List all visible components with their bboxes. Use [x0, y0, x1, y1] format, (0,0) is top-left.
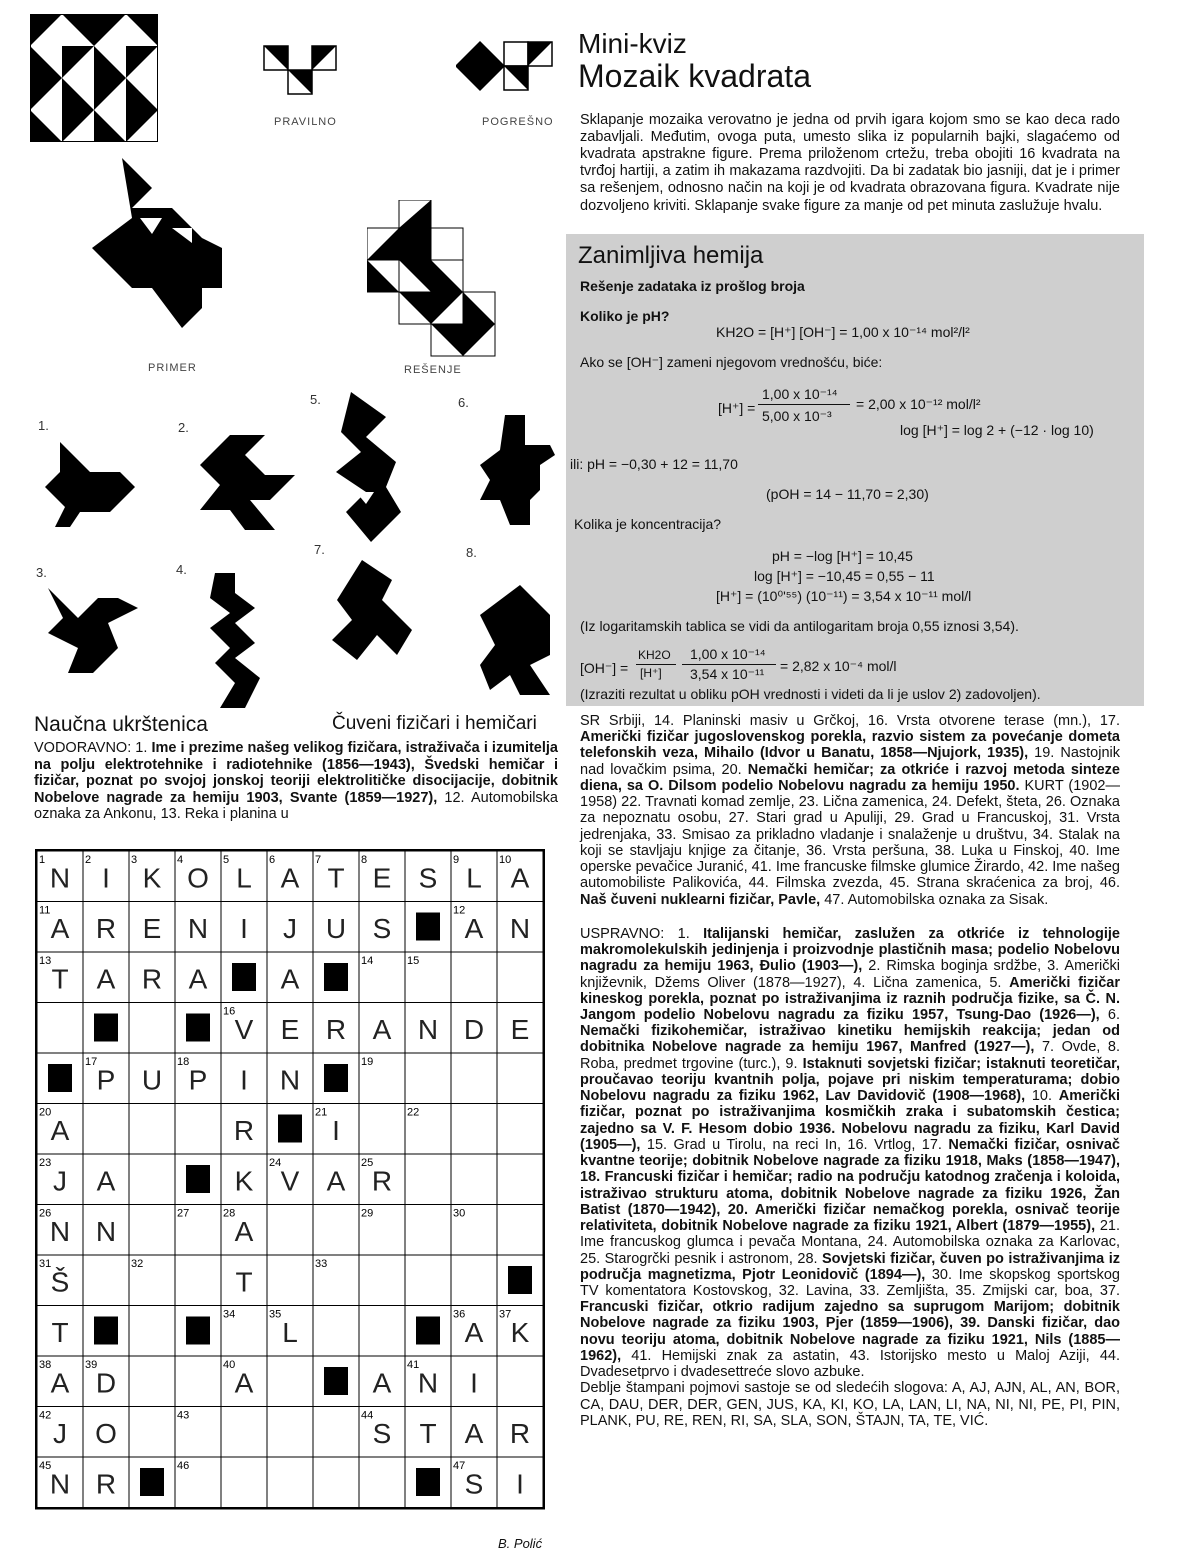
- grid-cell[interactable]: [175, 1255, 221, 1306]
- puzzle-figure-7: [322, 555, 422, 665]
- grid-cell[interactable]: [405, 1154, 451, 1205]
- down-clues: [580, 926, 1120, 1429]
- chemistry-eq9-lhs: [OH⁻] =: [580, 660, 629, 676]
- grid-letter: N: [509, 912, 531, 944]
- clue-bold: Nemački hemičar; za otkriće i razvoj metoda sinteze diena, sa O. Dilsom podelio Nobelovu nagradu za hemiju 1950.: [580, 761, 1120, 794]
- grid-clue-number: 27: [177, 1207, 190, 1220]
- solution-figure: [367, 200, 497, 360]
- chemistry-eq2-lhs: [H⁺] =: [718, 400, 756, 416]
- mozaik-instructions: Sklapanje mozaika verovatno je jedna od prvih igara kojom smo se kao deca rado zabavljali. Međutim, ovoga puta, umesto slika iz popularnih bajki, slagaćemo od kvadrata apstrakne figure. Prema priloženom crtežu, treba obojiti 16 kvadrata na tvrđoj hartiji, a zatim ih makazama razdvojiti. Da bi zadatak bio jasniji, dat je i primer sa rešenjem, odnosno način na koji je od kvadrata obrazovana figura. Kvadrate nije dozvoljeno kriviti. Sklapanje svake figure za manje od pet minuta zaslužuje hvalu.: [580, 112, 1120, 214]
- grid-clue-number: 33: [315, 1258, 328, 1270]
- grid-cell[interactable]: [451, 1154, 497, 1205]
- grid-letter: T: [51, 963, 69, 995]
- grid-clue-number: 41: [407, 1359, 420, 1371]
- grid-clue-number: 22: [407, 1106, 420, 1119]
- chemistry-eq1: KH2O = [H⁺] [OH⁻] = 1,00 x 10⁻¹⁴ mol²/l²: [716, 324, 970, 340]
- grid-letter: T: [419, 1417, 437, 1449]
- clue-text: 6.: [1099, 1006, 1120, 1023]
- grid-cell[interactable]: [359, 1457, 405, 1508]
- clue-text: 30. Ime skopskog sportskog TV komentatora Kostovskog, 32. Lavina, 33. Zemljišta, 35. Zmijski car, boa, 37.: [580, 1266, 1120, 1299]
- grid-cell[interactable]: [451, 1104, 497, 1155]
- grid-letter: O: [187, 862, 209, 894]
- grid-letter: A: [464, 912, 484, 944]
- grid-clue-number: 18: [177, 1056, 190, 1068]
- grid-letter: N: [49, 1468, 71, 1500]
- mosaic-sample-squares: [30, 14, 158, 142]
- example-figure: [92, 158, 242, 348]
- chemistry-note2: (Izraziti rezultat u obliku pOH vrednosti i videti da li je uslov 2) zadovoljen).: [580, 686, 1041, 702]
- puzzle-figure-5: [326, 392, 416, 542]
- grid-clue-number: 37: [499, 1308, 512, 1321]
- grid-cell[interactable]: [129, 1356, 175, 1407]
- chemistry-line2: Ako se [OH⁻] zameni njegovom vrednošću, biće:: [580, 354, 883, 370]
- grid-clue-number: 40: [223, 1359, 236, 1371]
- grid-letter: S: [464, 1468, 484, 1500]
- grid-clue-number: 26: [39, 1207, 52, 1220]
- black-square: [186, 1165, 210, 1193]
- grid-letter: T: [327, 862, 345, 894]
- puzzle-figure-1: [40, 432, 140, 532]
- grid-cell[interactable]: [451, 1053, 497, 1104]
- syllables-note: Deblje štampani pojmovi sastoje se od sledećih slogova: A, AJ, AJN, AL, AN, BOR, CA, DAU, DER, DER, GEN, JUS, KA, KI, KO, LA, LAN, LI, NA, NI, NI, PE, PI, PIN, PLANK, PU, RE, REN, RI, SA, SLA, SON, ŠTAJN, TA, TE, VIĆ.: [580, 1380, 1120, 1429]
- figure-number-6: 6.: [458, 395, 469, 410]
- grid-clue-number: 10: [499, 854, 512, 866]
- clue-text: KURT (1902—1958) 22. Travnati komad zemlje, 23. Lična zamenica, 24. Defekt, šteta, 26. Oznaka za nepoznatu osobu, 27. Stari grad u Apuliji, 29. Grad u Francuskoj, 31. Vrsta jedrenjaka, 33. Smisao za prikladno vladanje i snalaženje u društvu, 34. Stalak na koji se stavljaju knjige za čitanje, 36. Vrsta peršuna, 38. Luka u Finskoj, 40. Ime operske pevačice Juranić, 41. Ime francuske filmske glumice Žirardo, 42. Ime našeg automobiliste Palikovića, 44. Filmska zvezda, 45. Strana skraćenica za broj, 46.: [580, 777, 1120, 892]
- grid-clue-number: 44: [361, 1409, 374, 1422]
- grid-cell[interactable]: [313, 1457, 359, 1508]
- grid-letter: D: [95, 1367, 117, 1399]
- grid-cell[interactable]: [359, 1255, 405, 1306]
- grid-clue-number: 45: [39, 1460, 52, 1472]
- grid-clue-number: 47: [453, 1460, 466, 1472]
- grid-letter: J: [53, 1417, 67, 1449]
- chemistry-eq5: (pOH = 14 − 11,70 = 2,30): [766, 486, 929, 502]
- mosaic-correct-example: [262, 44, 342, 108]
- chemistry-eq6: pH = −log [H⁺] = 10,45: [772, 548, 913, 564]
- grid-clue-number: 3: [131, 854, 138, 866]
- grid-clue-number: 17: [85, 1056, 98, 1068]
- grid-letter: N: [49, 862, 71, 894]
- black-square: [278, 1115, 302, 1143]
- grid-cell[interactable]: [359, 1306, 405, 1357]
- solution-label: REŠENJE: [404, 364, 462, 376]
- chemistry-eq9-f1-num: KH2O: [638, 648, 671, 662]
- grid-letter: R: [371, 1165, 393, 1197]
- grid-letter: V: [234, 1013, 254, 1045]
- clue-text: SR Srbiji, 14. Planinski masiv u Grčkoj, 16. Vrsta otvorene terase (mn.), 17.: [580, 713, 1120, 729]
- puzzle-figure-2: [190, 430, 300, 540]
- grid-clue-number: 42: [39, 1409, 52, 1422]
- black-square: [94, 1014, 118, 1042]
- grid-letter: S: [418, 862, 438, 894]
- clue-text: 10.: [1025, 1088, 1059, 1105]
- chemistry-eq9-rhs: = 2,82 x 10⁻⁴ mol/l: [780, 658, 897, 674]
- grid-letter: R: [141, 963, 163, 995]
- chemistry-title: Zanimljiva hemija: [578, 242, 764, 269]
- grid-clue-number: 16: [223, 1005, 236, 1018]
- grid-clue-number: 5: [223, 854, 230, 866]
- grid-letter: K: [142, 862, 162, 894]
- grid-cell[interactable]: [497, 1053, 543, 1104]
- crossword-author: B. Polić: [498, 1536, 543, 1551]
- grid-cell[interactable]: [497, 952, 543, 1003]
- grid-letter: K: [510, 1316, 530, 1348]
- grid-clue-number: 24: [269, 1157, 282, 1169]
- grid-cell[interactable]: [267, 1255, 313, 1306]
- grid-letter: J: [53, 1165, 67, 1197]
- grid-letter: L: [282, 1316, 298, 1348]
- crossword-clues-right: [580, 713, 1120, 1447]
- grid-letter: A: [280, 963, 300, 995]
- grid-clue-number: 13: [39, 955, 52, 967]
- mosaic-wrong-example: [456, 36, 556, 106]
- grid-clue-number: 19: [361, 1056, 374, 1068]
- grid-cell[interactable]: [175, 1356, 221, 1407]
- grid-letter: N: [417, 1367, 439, 1399]
- black-square: [416, 1317, 440, 1345]
- puzzle-figure-3: [38, 578, 148, 688]
- grid-cell[interactable]: [267, 1205, 313, 1256]
- chemistry-question-1: Koliko je pH?: [580, 308, 670, 324]
- grid-clue-number: 9: [453, 854, 460, 866]
- grid-letter: A: [188, 963, 208, 995]
- grid-cell[interactable]: [497, 1356, 543, 1407]
- chemistry-eq7: log [H⁺] = −10,45 = 0,55 − 11: [754, 568, 935, 584]
- clue-bold: Američki fizičar, poznat po istraživanjima kosmičkih zraka i subatomskih čestica; zajedno sa V. F. Hesom dobio 1936. Nobelovu nagradu za fiziku, Karl David (1905—),: [580, 1088, 1120, 1153]
- grid-cell[interactable]: [267, 1407, 313, 1458]
- correct-label: PRAVILNO: [274, 116, 337, 128]
- black-square: [186, 1317, 210, 1345]
- grid-letter: N: [279, 1064, 301, 1096]
- grid-letter: E: [280, 1013, 300, 1045]
- clue-bold: Naš čuveni nuklearni fizičar, Pavle,: [580, 891, 821, 908]
- grid-letter: T: [51, 1316, 69, 1348]
- grid-cell[interactable]: [221, 1457, 267, 1508]
- across-clue-1-num: 1.: [135, 740, 152, 756]
- grid-cell[interactable]: [129, 1407, 175, 1458]
- grid-letter: U: [325, 912, 347, 944]
- figure-number-4: 4.: [176, 562, 187, 577]
- mozaik-kicker: Mini-kviz: [578, 28, 687, 59]
- grid-clue-number: 35: [269, 1308, 282, 1321]
- clue-text: 15. Grad u Tirolu, na reci In, 16. Vrtlog, 17.: [640, 1136, 949, 1153]
- grid-clue-number: 43: [177, 1409, 190, 1422]
- mozaik-title: Mozaik kvadrata: [578, 58, 811, 94]
- black-square: [416, 913, 440, 941]
- grid-clue-number: 38: [39, 1359, 52, 1371]
- grid-letter: A: [280, 862, 300, 894]
- black-square: [94, 1317, 118, 1345]
- grid-letter: R: [509, 1417, 531, 1449]
- chemistry-eq3: log [H⁺] = log 2 + (−12 · log 10): [900, 422, 1094, 438]
- grid-letter: O: [95, 1417, 117, 1449]
- grid-clue-number: 23: [39, 1157, 52, 1169]
- grid-cell[interactable]: [497, 1205, 543, 1256]
- grid-clue-number: 8: [361, 854, 368, 866]
- chemistry-eq4: ili: pH = −0,30 + 12 = 11,70: [570, 456, 738, 472]
- grid-clue-number: 4: [177, 854, 184, 866]
- grid-cell[interactable]: [451, 1255, 497, 1306]
- grid-letter: N: [49, 1215, 71, 1247]
- grid-cell[interactable]: [313, 1407, 359, 1458]
- grid-clue-number: 11: [39, 904, 51, 917]
- grid-letter: J: [283, 912, 297, 944]
- grid-letter: I: [102, 862, 110, 894]
- chemistry-eq9-f1-den: [H⁺]: [640, 666, 662, 680]
- clue-bold: Sovjetski fizičar, čuven po istraživanjima iz područja magnetizma, Pjotr Leonidovič (1894—),: [580, 1250, 1120, 1283]
- across-clues-continued: [580, 713, 1120, 908]
- grid-letter: R: [325, 1013, 347, 1045]
- grid-letter: E: [142, 912, 162, 944]
- clue-bold: Nemački fizikohemičar, istraživao kinetiku hemijskih reakcija; jedan od dobitnika Nobelove nagrade za hemiju 1967, Manfred (1927—),: [580, 1023, 1120, 1056]
- puzzle-figure-6: [470, 405, 560, 535]
- grid-cell[interactable]: [129, 1104, 175, 1155]
- grid-clue-number: 2: [85, 854, 92, 866]
- black-square: [186, 1014, 210, 1042]
- black-square: [416, 1468, 440, 1496]
- grid-clue-number: 34: [223, 1308, 236, 1321]
- grid-clue-number: 6: [269, 854, 276, 866]
- grid-letter: I: [470, 1367, 478, 1399]
- clue-text: 19. Nastojnik nad lovačkim psima, 20.: [580, 745, 1120, 778]
- wrong-label: POGREŠNO: [482, 116, 554, 128]
- grid-clue-number: 39: [85, 1359, 98, 1371]
- grid-letter: P: [188, 1064, 208, 1096]
- grid-letter: A: [96, 963, 116, 995]
- grid-cell[interactable]: [405, 1205, 451, 1256]
- clue-text: 21. Ime francuskog glumca i pevača Montana, 24. Automobilska oznaka za Karlovac, 25. Starogrčki pesnik i astronom, 28.: [580, 1218, 1120, 1267]
- grid-cell[interactable]: [267, 1457, 313, 1508]
- grid-letter: I: [516, 1468, 524, 1500]
- grid-letter: N: [95, 1215, 117, 1247]
- figure-number-5: 5.: [310, 392, 321, 407]
- example-label: PRIMER: [148, 362, 197, 374]
- clue-bold: Američki fizičar jugoslovenskog porekla, razvio sistem za povećanje dometa telefonskih veza, Mihailo (Idvor u Banatu, 1858—Njujork, 1935),: [580, 729, 1120, 762]
- figure-number-1: 1.: [38, 418, 49, 433]
- grid-letter: A: [326, 1165, 346, 1197]
- figure-number-3: 3.: [36, 565, 47, 580]
- grid-letter: A: [50, 912, 70, 944]
- grid-letter: A: [510, 862, 530, 894]
- across-clue-12-13: 12. Automobilska oznaka za Ankonu, 13. Reka i planina u: [34, 789, 558, 823]
- across-clue-1: Ime i prezime našeg velikog fizičara, istraživača i izumitelja na polju elektrotehnike i radiotehnike (1856—1943), Švedski hemičar i fizičar, poznat po svojoj jonskoj teoriji elektrolitičke disocijacije, dobitnik Nobelove nagrade za hemiju 1903, Svante (1859—1927),: [34, 740, 558, 806]
- grid-clue-number: 29: [361, 1207, 374, 1220]
- grid-letter: A: [464, 1417, 484, 1449]
- grid-letter: K: [234, 1165, 254, 1197]
- grid-letter: A: [234, 1215, 254, 1247]
- grid-cell[interactable]: [129, 1306, 175, 1357]
- grid-clue-number: 25: [361, 1157, 374, 1169]
- grid-cell[interactable]: [129, 1205, 175, 1256]
- figure-number-8: 8.: [466, 545, 477, 560]
- grid-cell[interactable]: [267, 1356, 313, 1407]
- grid-clue-number: 12: [453, 904, 466, 917]
- grid-letter: S: [372, 912, 392, 944]
- grid-clue-number: 14: [361, 955, 374, 967]
- black-square: [324, 1064, 348, 1092]
- clue-bold: Istaknuti sovjetski fizičar; istaknuti teoretičar, proučavao teoriju kvantnih polja, pojave pri niskim temperaturama; dobio Nobelovu nagradu za fiziku 1962, Lav Davidovič (1908—1968),: [580, 1055, 1120, 1105]
- grid-clue-number: 21: [315, 1106, 328, 1119]
- grid-clue-number: 1: [39, 854, 46, 866]
- grid-cell[interactable]: [313, 1205, 359, 1256]
- grid-letter: V: [280, 1165, 300, 1197]
- clue-text: 2. Rimska boginja srdžbe, 3. Američki književnik, Džems Oliver (1878—1927), 4. Lična zamenica, 5.: [580, 958, 1121, 991]
- clue-bold: Italijanski hemičar, zaslužen za otkriće iz tehnologije makromolekulskih jedinjenja i proizvodnje plastičnih masa; podelio Nobelovu nagradu za hemiju 1963, Đulio (1903—),: [580, 925, 1120, 975]
- grid-clue-number: 30: [453, 1207, 466, 1220]
- crossword-title: Naučna ukrštenica: [34, 713, 208, 736]
- grid-cell[interactable]: [359, 1104, 405, 1155]
- clue-bold: Američki fizičar kineskog porekla, poznat po istraživanjima iz raznih područja fizike, sa Č. N. Jangom podelio Nobelovu nagradu za fiziku 1957, Tsung-Dao (1926—),: [580, 974, 1120, 1023]
- chemistry-eq2-den: 5,00 x 10⁻³: [762, 408, 832, 424]
- grid-cell[interactable]: [175, 1104, 221, 1155]
- grid-letter: A: [50, 1367, 70, 1399]
- grid-clue-number: 15: [407, 955, 420, 967]
- grid-cell[interactable]: [313, 1306, 359, 1357]
- clue-bold: Nemački fizičar, osnivač kvantne teorije; dobitnik Nobelove nagrade za fiziku 1918, Maks (1858—1947), 18. Francuski fizičar i hemičar; radio na području katodnog zračenja i koloida, istraživao strukturu atoma, dobitnik Nobelove nagrade za fiziku 1926, Žan Batist (1870—1942), 20. Američki fizičar nemačkog porekla, osnivač teorije relativiteta, dobitnik Nobelove nagrade za fiziku 1921, Albert (1879—1955),: [580, 1136, 1120, 1235]
- grid-clue-number: 31: [39, 1258, 52, 1270]
- crossword-subtitle: Čuveni fizičari i hemičari: [332, 713, 537, 734]
- grid-clue-number: 20: [39, 1106, 52, 1119]
- chemistry-eq8: [H⁺] = (10⁰'⁵⁵) (10⁻¹¹) = 3,54 x 10⁻¹¹ mol/l: [716, 588, 972, 604]
- black-square: [324, 1367, 348, 1395]
- black-square: [232, 963, 256, 991]
- black-square: [48, 1064, 72, 1092]
- grid-cell[interactable]: [83, 1104, 129, 1155]
- grid-letter: A: [372, 1013, 392, 1045]
- grid-cell[interactable]: [129, 1003, 175, 1054]
- grid-letter: P: [96, 1064, 116, 1096]
- grid-cell[interactable]: [405, 1053, 451, 1104]
- grid-letter: A: [372, 1367, 392, 1399]
- grid-cell[interactable]: [497, 1154, 543, 1205]
- grid-letter: R: [95, 912, 117, 944]
- grid-cell[interactable]: [83, 1255, 129, 1306]
- grid-letter: A: [234, 1367, 254, 1399]
- grid-letter: L: [466, 862, 482, 894]
- grid-letter: A: [50, 1114, 70, 1146]
- chemistry-eq2-rhs: = 2,00 x 10⁻¹² mol/l²: [856, 396, 981, 412]
- chemistry-eq9-f2-num: 1,00 x 10⁻¹⁴: [690, 646, 766, 662]
- grid-clue-number: 46: [177, 1460, 190, 1472]
- grid-clue-number: 36: [453, 1308, 466, 1321]
- grid-letter: E: [372, 862, 392, 894]
- black-square: [324, 963, 348, 991]
- figure-number-2: 2.: [178, 420, 189, 435]
- grid-letter: T: [235, 1266, 253, 1298]
- clue-text: 47. Automobilska oznaka za Sisak.: [820, 891, 1049, 908]
- grid-cell[interactable]: [221, 1407, 267, 1458]
- across-label: VODORAVNO:: [34, 740, 132, 756]
- grid-letter: N: [417, 1013, 439, 1045]
- grid-clue-number: 28: [223, 1207, 236, 1220]
- grid-letter: D: [463, 1013, 485, 1045]
- chemistry-subtitle: Rešenje zadataka iz prošlog broja: [580, 278, 805, 294]
- clue-text: 7. Ovde, 8. Roba, predmet trgovine (turc.), 9.: [580, 1039, 1120, 1072]
- chemistry-eq9-f2-den: 3,54 x 10⁻¹¹: [690, 666, 765, 682]
- clue-text: 41. Hemijski znak za astatin, 43. Istorijsko mesto u Maloj Aziji, 44. Dvadesetprvo i dvadesettreće slovo azbuke.: [580, 1347, 1120, 1381]
- grid-cell[interactable]: [405, 1255, 451, 1306]
- puzzle-figure-4: [200, 568, 290, 718]
- black-square: [508, 1266, 532, 1294]
- grid-cell[interactable]: [497, 1104, 543, 1155]
- crossword-across-clues: [34, 740, 558, 823]
- grid-letter: Š: [50, 1266, 70, 1298]
- chemistry-question-2: Kolika je koncentracija?: [574, 516, 722, 532]
- down-label: USPRAVNO: 1.: [580, 925, 704, 942]
- grid-letter: S: [372, 1417, 392, 1449]
- grid-cell[interactable]: [451, 952, 497, 1003]
- grid-cell[interactable]: [129, 1154, 175, 1205]
- chemistry-eq2-num: 1,00 x 10⁻¹⁴: [762, 386, 838, 402]
- grid-letter: R: [95, 1468, 117, 1500]
- chemistry-note1: (Iz logaritamskih tablica se vidi da antilogaritam broja 0,55 iznosi 3,54).: [580, 618, 1019, 634]
- grid-clue-number: 32: [131, 1258, 144, 1270]
- grid-letter: I: [332, 1114, 340, 1146]
- grid-clue-number: 7: [315, 854, 322, 866]
- grid-letter: A: [464, 1316, 484, 1348]
- grid-letter: I: [240, 1064, 248, 1096]
- clue-bold: Francuski fizičar, otkrio radijum zajedno sa suprugom Marijom; dobitnik Nobelove nagrade za fiziku 1903, Pjer (1859—1906), 39. Danski fizičar, dao novu teoriju atoma, dobitnik Nobelove nagrade za fiziku 1921, Nils (1885—1962),: [580, 1299, 1120, 1364]
- grid-letter: N: [187, 912, 209, 944]
- puzzle-figure-8: [470, 585, 560, 705]
- grid-cell[interactable]: [37, 1003, 83, 1054]
- grid-letter: I: [240, 912, 248, 944]
- grid-letter: A: [96, 1165, 116, 1197]
- crossword-grid[interactable]: [33, 849, 553, 1534]
- black-square: [140, 1468, 164, 1496]
- figure-number-7: 7.: [314, 542, 325, 557]
- grid-letter: R: [233, 1114, 255, 1146]
- chemistry-box: [566, 234, 1144, 706]
- grid-letter: E: [510, 1013, 530, 1045]
- grid-letter: L: [236, 862, 252, 894]
- grid-letter: U: [141, 1064, 163, 1096]
